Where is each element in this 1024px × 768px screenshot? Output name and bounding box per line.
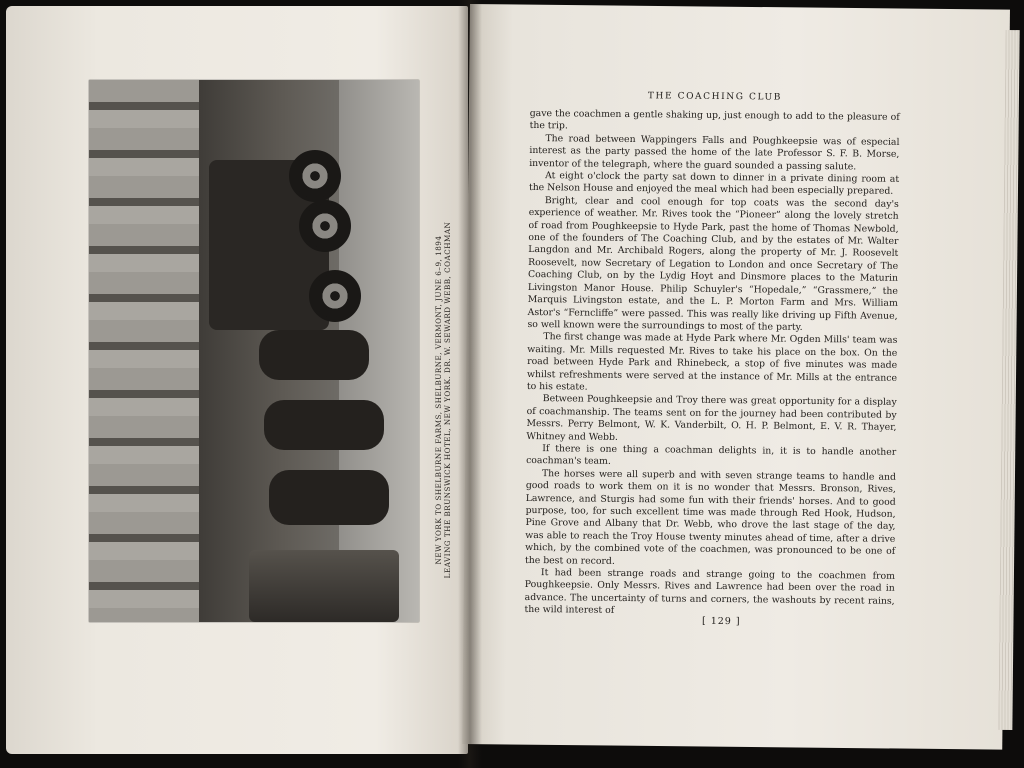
crowd <box>249 550 399 622</box>
photograph-plate <box>89 80 419 622</box>
photo-caption <box>434 180 452 620</box>
page-number: [ 129 ] <box>701 615 741 628</box>
book-gutter <box>458 0 482 768</box>
paragraph: gave the coachmen a gentle shaking up, just enough to add to the pleasure of the trip. <box>529 107 900 132</box>
paragraph: At eight o'clock the party sat down to dinner in a private dining room at the Nelson House and enjoyed the meal which had been especially prepared. <box>528 170 900 198</box>
caption-line-2: LEAVING THE BRUNSWICK HOTEL, NEW YORK. DR. W. SEWARD WEBB, COACHMAN <box>443 221 452 579</box>
paragraph: Between Poughkeepsie and Troy there was great opportunity for a display of coachmanship. The teams sent on for the journey had been contributed by Messrs. Perry Belmont, W. K. Vanderbilt, O. H. P. Belmont, E. V. R. Thayer, Whitney and Webb. <box>526 393 897 443</box>
paragraph: The first change was made at Hyde Park where Mr. Ogden Mills' team was waiting. Mr. Mills requested Mr. Rives to take his place on the box. On the road between Hyde Park and Rhinebeck, a stop of five minutes was made whilst refreshments were served at the instance of Mr. Mills at the entrance to his estate. <box>526 331 898 393</box>
caption-line-1: NEW YORK TO SHELBURNE FARMS, SHELBURNE, VERMONT, JUNE 6–9, 1894 <box>434 235 443 565</box>
body-text <box>524 90 899 621</box>
paragraph: It had been strange roads and strange going to the coachmen from Poughkeepsie. Only Messrs. Rives and Lawrence had been over the road in advance. The uncertainty of turns and corners, the washouts by recent rains, the wild interest of <box>524 567 895 617</box>
running-head: THE COACHING CLUB <box>647 91 783 103</box>
paragraph: If there is one thing a coachman delights in, it is to handle another coachman's team. <box>526 443 897 468</box>
paragraph: The road between Wappingers Falls and Poughkeepsie was of especial interest as the party passed the home of the late Professor S. F. B. Morse, inventor of the telegraph, where the guard sounded a passing salute. <box>529 132 900 173</box>
paragraph: The horses were all superb and with seven strange teams to handle and good roads to work them on it is no wonder that Messrs. Bronson, Rives, Lawrence, and Sturgis had some fun with their friends' horses. And to good purpose, too, for such excellent time was made through Red Hook, Hudson, Pine Grove and Albany that Dr. Webb, who drove the last stage of the day, was able to reach the Troy House twenty minutes ahead of time, after a drive which, by the combined vote of the coachmen, was pronounced to be one of the best on record. <box>525 467 897 567</box>
paragraph: Bright, clear and cool enough for top coats was the second day's experience of weather. Mr. Rives took the “Pioneer” along the lovely stretch of road from Poughkeepsie to Hyde Park, past the home of Thomas Newbold, one of the founders of The Coaching Club, and by the estates of Mr. Walter Langdon and Mr. Archibald Rogers, along the property of Mr. J. Roosevelt Roosevelt, now Secretary of Legation to London and once Secretary of The Coaching Club, on by the Lydig Hoyt and Dinsmore places to the Maturin Livingston Manor House. Philip Schuyler's “Hopedale,” “Grassmere,” the Marquis Livingston estate, and the L. P. Morton Farm and Mrs. William Astor's “Ferncliffe” were passed. This was really like driving up Fifth Avenue, so well known were the surroundings to most of the party. <box>527 195 899 333</box>
